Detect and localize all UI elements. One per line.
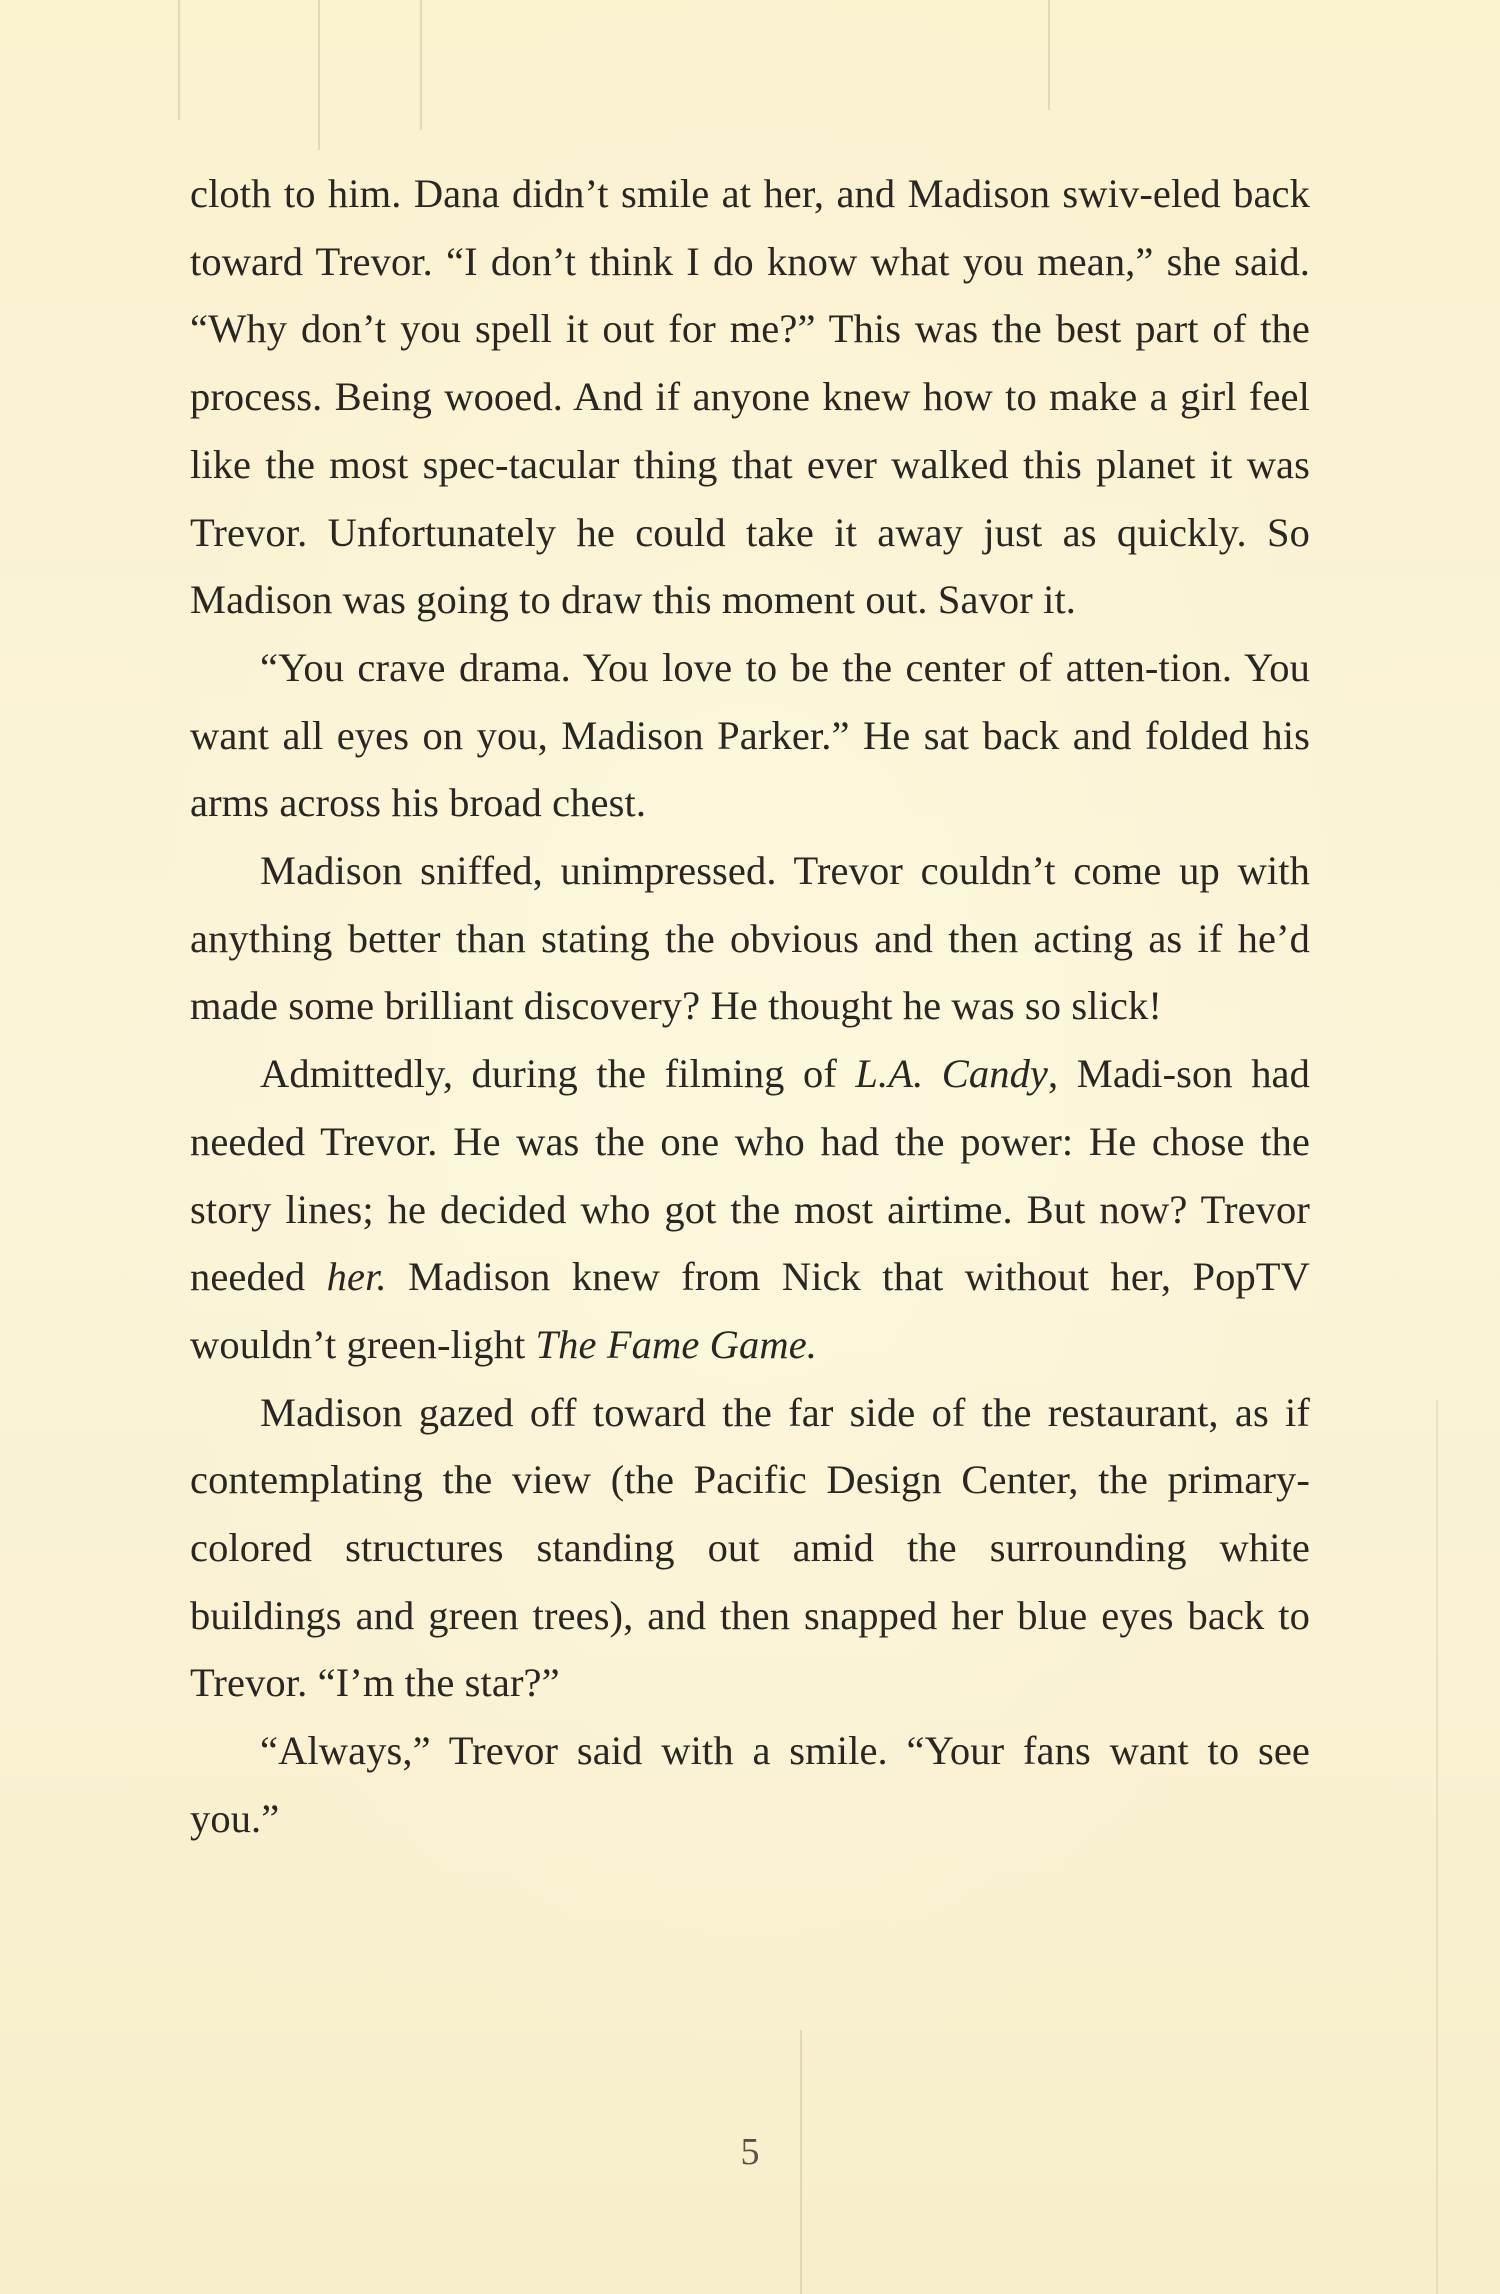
paragraph — [190, 1040, 1310, 1379]
scan-artifact — [420, 0, 422, 130]
page-number: 5 — [740, 2131, 760, 2173]
text-segment: “You crave drama. You love to be the center of atten-tion. You want all eyes on you, Madison Parker.” He sat back and folded his arms across his broad chest. — [190, 644, 1310, 826]
body-text — [190, 160, 1310, 1853]
scan-artifact — [318, 0, 320, 150]
paragraph — [190, 837, 1310, 1040]
text-segment: , Madi-son had needed Trevor. He was the one who had the power: He chose the story lines; he decided who got the most airtime. But now? Trevor needed — [190, 1051, 1310, 1300]
paragraph — [190, 634, 1310, 837]
italic-text: L.A. Candy — [855, 1051, 1049, 1097]
scan-artifact — [178, 0, 180, 120]
paragraph — [190, 1379, 1310, 1718]
text-segment: Madison gazed off toward the far side of the restaurant, as if contemplating the view (the Pacific Design Center, the primary-colored structures standing out amid the surrounding white buildings and green trees), and then snapped her blue eyes back to Trevor. “I’m the star?” — [190, 1389, 1310, 1706]
italic-text: The Fame Game. — [535, 1321, 818, 1367]
paragraph — [190, 1717, 1310, 1852]
text-segment: Madison sniffed, unimpressed. Trevor couldn’t come up with anything better than stating the obvious and then acting as if he’d made some brilliant discovery? He thought he was so slick! — [190, 848, 1310, 1029]
text-segment: Madison knew from Nick that without her, PopTV wouldn’t green-light — [190, 1254, 1310, 1367]
text-segment: “Always,” Trevor said with a smile. “Your fans want to see you.” — [190, 1728, 1310, 1841]
text-segment: cloth to him. Dana didn’t smile at her, and Madison swiv-eled back toward Trevor. “I don’t think I do know what you mean,” she said. “Why don’t you spell it out for me?” This was the best part of the process. Being wooed. And if anyone knew how to make a girl feel like the most spec-tacular thing that ever walked this planet it was Trevor. Unfortunately he could take it away just as quickly. So Madison was going to draw this moment out. Savor it. — [190, 171, 1310, 623]
text-segment: Admittedly, during the filming of — [260, 1051, 856, 1097]
paragraph — [190, 160, 1310, 634]
scan-artifact — [1048, 0, 1050, 110]
italic-text: her. — [326, 1254, 387, 1300]
